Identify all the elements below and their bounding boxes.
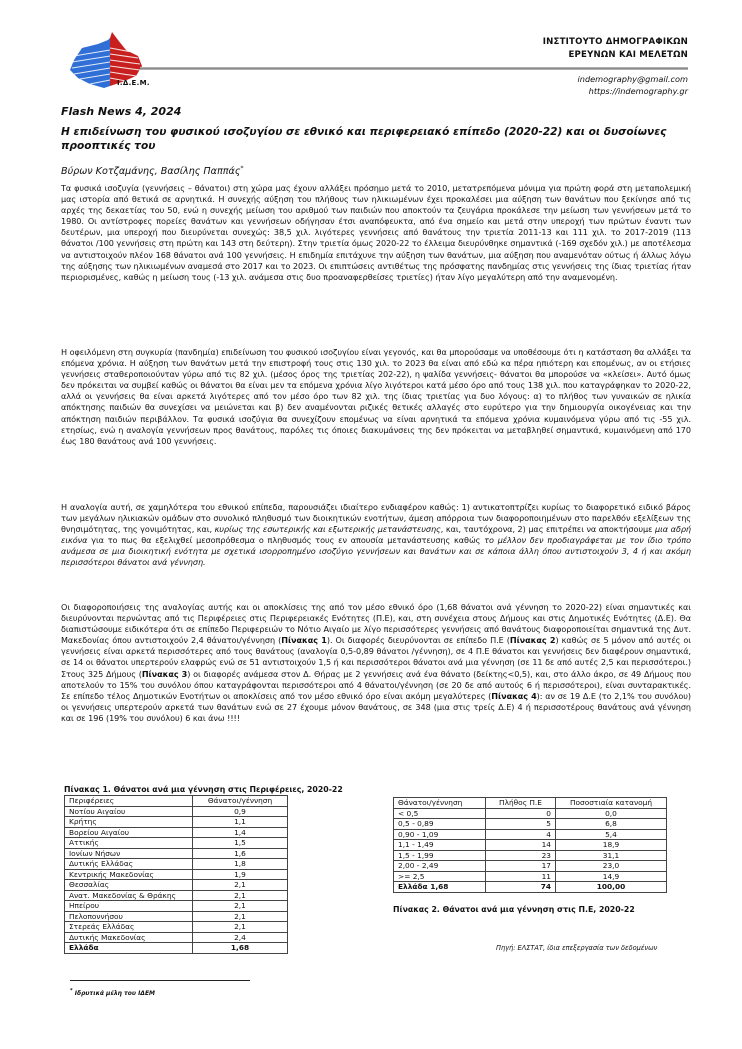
table-row: 0,5 - 0,89 5 6,8 [394, 819, 667, 830]
website-link[interactable]: https://indemography.gr [588, 86, 688, 96]
table-row: Ηπείρου 2,1 [65, 901, 288, 912]
paragraph-3: Η αναλογία αυτή, σε χαμηλότερα του εθνικού επίπεδα, παρουσιάζει ιδιαίτερο ενδιαφέρον καθώς: 1) αντικατοπτρίζει κυρίως το διαφορετικό ειδικό βάρος των μεγάλων ηλικιακών ομάδων στο συνολικό πληθυσμό των διοικητικών ενοτήτων, άμεση απόρροια των διαφοροποιημένων στο παρελθόν εξελίξεων της θνησιμότητας, της γονιμότητας, και, κυρίως της εσωτερικής και εξωτερικής μετανάστευσης, και, ταυτόχρονα, 2) μας επιτρέπει να αποκτήσουμε μια αδρή εικόνα για το πως θα εξελιχθεί μεσοπρόθεσμα ο πληθυσμός τους εν απουσία μετανάστευσης καθώς το μέλλον δεν προδιαγράφεται με τον ίδιο τρόπο ανάμεσα σε μια διοικητική ενότητα με σχετικά ισορροπημένο ισοζύγιο γεννήσεων και θανάτων και σε κάποια άλλη όπου αντιστοιχούν 3, 4 ή και ακόμη περισσότεροι θάνατοι ανά γέννηση. [61, 502, 692, 568]
paragraph-2: Η οφειλόμενη στη συγκυρία (πανδημία) επιδείνωση του φυσικού ισοζυγίου είναι γεγονός, και θα μπορούσαμε να υποθέσουμε ότι η κατάσταση θα αλλάξει τα επόμενα χρόνια. Η αύξηση των θανάτων μετά την επιστροφή τους στις 130 χιλ. το 2023 θα είναι από εδώ κα πέρα ηπιότερη και επομένως, αν οι ετήσιες γεννήσεις σταθεροποιούνταν γύρω από τις 82 χιλ. (μέσος όρος της τριετίας 202-22), η ψαλίδα γεννήσεις- θάνατοι θα μπορούσε να «κλείσει». Αυτό όμως δεν πρόκειται να συμβεί καθώς οι θάνατοι θα είναι μεν τα επόμενα χρόνια λίγο λιγότεροι κατά μέσο όρο από τους 138 χιλ. που καταγράφηκαν το 2020-22, αλλά οι γεννήσεις θα είναι αρκετά λιγότερες από τον μέσο όρο των 82 χιλ. της ίδιας τριετίας για δυο λόγους: α) το πλήθος των γυναικών σε ηλικία απόκτησης παιδιών θα συνεχίσει να μειώνεται και β) δεν αναμένονται ριζικές θετικές αλλαγές στο ευρύτερο για την δημιουργία οικογένειας και την απόκτηση παιδιών περιβάλλον. Τα φυσικά ισοζύγια θα συνεχίζουν επομένως να είναι αρνητικά τα επόμενα χρόνια κυμαινόμενα γύρω από τις -55 χιλ. ετησίως, ενώ η αναλογία γεννήσεων προς θανάτους, παρόλες τις όποιες διακυμάνσεις της δεν πρόκειται να μεταβληθεί σημαντικά, κυμαινόμενη από 170 έως 180 θανάτους ανά 100 γεννήσεις. [61, 347, 691, 446]
table-row: Αττικής 1,5 [65, 838, 288, 849]
contact-info [577, 73, 688, 97]
footnote: * Ιδρυτικά μέλη του ΙΔΕΜ [70, 988, 156, 997]
table-row: Θεσσαλίας 2,1 [65, 880, 288, 891]
table-total-row: Ελλάδα 1,68 [65, 943, 288, 954]
table-row: Ανατ. Μακεδονίας & Θράκης 2,1 [65, 890, 288, 901]
email-link[interactable]: indemography@gmail.com [577, 74, 688, 84]
authors: Βύρων Κοτζαμάνης, Βασίλης Παππάς* [61, 165, 244, 178]
table-row: < 0,5 0 0,0 [394, 808, 667, 819]
table-header-row: Θάνατοι/γέννηση Πλήθος Π.Ε Ποσοστιαία κατανομή [394, 798, 667, 809]
logo-text: Ι.Δ.Ε.Μ. [117, 79, 150, 87]
table-row: 0,90 - 1,09 4 5,4 [394, 829, 667, 840]
table-1-reference: Πίνακας 1 [281, 635, 327, 646]
table-2-reference: Πίνακας 2 [509, 635, 556, 646]
table-row: Κεντρικής Μακεδονίας 1,9 [65, 869, 288, 880]
table-2-caption: Πίνακας 2. Θάνατοι ανά μια γέννηση στις Π.Ε, 2020-22 [393, 905, 635, 914]
paragraph-4: Οι διαφοροποιήσεις της αναλογίας αυτής και οι αποκλίσεις της από τον μέσο εθνικό όρο (1,68 θάνατοι ανά γέννηση το 2020-22) είναι σημαντικές και διευρύνονται περνώντας από τις Περιφέρειες στις Περιφερειακές Ενότητες (Π.Ε), και, στη συνέχεια στους Δήμους και στις Δημοτικές Ενότητες (Δ.Ε). Θα διαπιστώσουμε ειδικότερα ότι σε επίπεδο Περιφερειών το Νότιο Αιγαίο με λίγο περισσότερες γεννήσεις από θανάτους διαφοροποιείται σημαντικά της Δυτ. Μακεδονίας όπου αντιστοιχούν 2,4 θάνατοι/γέννηση (Πίνακας 1). Οι διαφορές διευρύνονται σε επίπεδο Π.Ε (Πίνακας 2) καθώς σε 5 μόνον από αυτές οι γεννήσεις είναι αρκετά περισσότερες από τους θανάτους (αναλογία 0,5-0,89 θάνατοι /γέννηση), σε 4 Π.Ε θάνατοι και γεννήσεις δεν διαφέρουν σημαντικά, σε 14 οι θάνατοι υπερτερούν ελαφρώς ενώ σε 51 αντιστοιχούν 1,5 ή και περισσότεροι θάνατοι ανά μια γέννηση (σε 11 δε από αυτές 2,5 και περισσότεροι.) Στους 325 Δήμους (Πίνακας 3) οι διαφορές ανάμεσα στον Δ. Θήρας με 2 γεννήσεις ανά ένα θάνατο (δείκτης<0,5), και, στο άλλο άκρο, σε 49 Δήμους που αποτελούν το 15% του συνόλου όπου καταγράφονται περισσότεροι από 4 θάνατοι/γέννηση (σε 20 δε από αυτούς 6 ή περισσότεροι), είναι συνταρακτικές. Σε επίπεδο τέλος Δημοτικών Ενοτήτων οι αποκλίσεις από τον μέσο εθνικό όρο είναι ακόμη μεγαλύτερες (Πίνακας 4): αν σε 19 Δ.Ε (το 2,1% του συνόλου) οι γεννήσεις υπερτερούν αρκετά των θανάτων ενώ σε 27 έχουμε μόνον θανάτους, σε 348 (μια στις τρείς Δ.Ε) 4 ή περισσοτέρους θανάτους ανά γέννηση και σε 196 (19% του συνόλου) 6 και άνω !!!! [61, 602, 692, 723]
table-1-regions [64, 795, 288, 954]
series-label: Flash News 4, 2024 [61, 105, 182, 118]
table-header-row: Περιφέρειες Θάνατοι/γέννηση [65, 796, 288, 807]
footnote-marker: * [240, 165, 244, 172]
document-header [0, 0, 742, 110]
header-divider [140, 67, 688, 70]
paragraph-1: Τα φυσικά ισοζυγία (γεννήσεις – θάνατοι) στη χώρα μας έχουν αλλάξει πρόσημο μετά το 2010, μετατρεπόμενα μόνιμα για πρώτη φορά στη μεταπολεμική μας ιστορία από θετικά σε αρνητικά. Η συνεχής αύξηση του πλήθους των ηλικιωμένων έχει προκαλέσει μια αύξηση των θανάτων που ξεκίνησε από τις αρχές της δεκαετίας του 50, ενώ η συνεχής μείωση του αριθμού των παιδιών που αποκτούν τα ζευγάρια προκάλεσε την μείωση των γεννήσεων μετά το 1980. Οι αντίστροφες πορείες θανάτων και γεννήσεων οδήγησαν έτσι αναπόφευκτα, από ένα σημείο και μετά στην υπεροχή των πρώτων έναντι των δευτέρων, μια υπεροχή που διευρύνεται συνεχώς: 38,5 χιλ. λιγότερες γεννήσεις από θανάτους την τριετία 2011-13 και 111 χιλ. το 2017-2019 (113 θάνατοι /100 γεννήσεις στη πρώτη και 143 στη δεύτερη). Στην τριετία όμως 2020-22 το έλλειμα διευρύνθηκε σημαντικά (-169 σχεδόν χιλ.) με αποτέλεσμα να αντιστοιχούν πλέον 168 θάνατοι ανά 100 γεννήσεις. Η επιδημία επιτάχυνε την αύξηση των θανάτων, μια αύξηση που αναμενόταν ούτως ή άλλως λόγω της αύξησης των ηλικιωμένων αναμεσά στο 2017 και το 2023. Οι επιπτώσεις αντιθέτως της πρόσφατης πανδημίας στις γεννήσεις της ίδιας τριετίας ήταν περιορισμένες, καθώς η μείωση τους (-13 χιλ. ανάμεσα στις δυο προαναφερθείσες τριετίες) ήταν λίγο μεγαλύτερη από την αναμενομένη. [61, 183, 691, 282]
footnote-divider [70, 980, 250, 981]
table-2-regional-units [393, 797, 667, 893]
table-row: Κρήτης 1,1 [65, 817, 288, 828]
table-row: Ιονίων Νήσων 1,6 [65, 848, 288, 859]
article-title: Η επιδείνωση του φυσικού ισοζυγίου σε εθνικό και περιφερειακό επίπεδο (2020-22) και οι δυσοίωνες προοπτικές του [61, 126, 667, 152]
table-row: 2,00 - 2,49 17 23,0 [394, 861, 667, 872]
table-3-reference: Πίνακας 3 [141, 668, 188, 679]
table-row: Δυτικής Ελλάδας 1,8 [65, 859, 288, 870]
table-row: Πελοποννήσου 2,1 [65, 911, 288, 922]
source-note: Πηγή: ΕΛΣΤΑΤ, ίδια επεξεργασία των δεδομένων [496, 944, 658, 952]
table-total-row: Ελλάδα 1,68 74 100,00 [394, 882, 667, 893]
table-row: Στερεάς Ελλάδας 2,1 [65, 922, 288, 933]
table-row: Βορείου Αιγαίου 1,4 [65, 827, 288, 838]
table-row: 1,5 - 1,99 23 31,1 [394, 850, 667, 861]
table-row: >= 2,5 11 14,9 [394, 871, 667, 882]
table-row: 1,1 - 1,49 14 18,9 [394, 840, 667, 851]
table-row: Νοτίου Αιγαίου 0,9 [65, 806, 288, 817]
institute-name: ΙΝΣΤΙΤΟΥΤΟ ΔΗΜΟΓΡΑΦΙΚΩΝ ΕΡΕΥΝΩΝ ΚΑΙ ΜΕΛΕΤΩΝ [542, 37, 688, 60]
table-row: Δυτικής Μακεδονίας 2,4 [65, 932, 288, 943]
table-1-caption: Πίνακας 1. Θάνατοι ανά μια γέννηση στις Περιφέρειες, 2020-22 [64, 785, 343, 794]
table-4-reference: Πίνακας 4 [491, 690, 537, 701]
